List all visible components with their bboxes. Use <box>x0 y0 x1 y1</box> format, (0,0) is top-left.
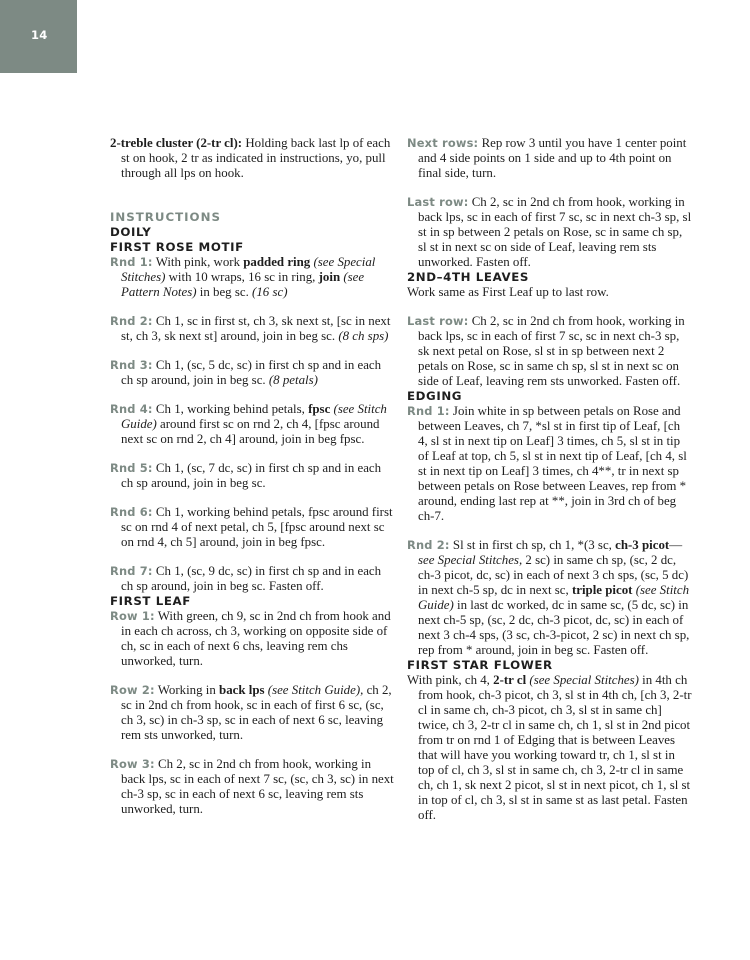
page-number: 14 <box>31 28 48 42</box>
page-number-tab <box>0 0 77 73</box>
edging-round-1: Rnd 1: Join white in sp between petals on Rose and between Leaves, ch 7, *sl st in first tip of Leaf, [ch 4, sl st in next tip on Leaf] 3 times, ch 5, sl st in tip of Leaf at top, ch 5, sl st in next tip of Leaf, [ch 4, sl st in next tip on Leaf] 3 times, ch 4**, tr in next sp between petals on Rose between Leaves, rep from * around, ending last rep at **, join in 3rd ch of beg ch-7. <box>407 404 687 523</box>
leaves-2-4-heading: 2ND–4TH LEAVES <box>407 270 529 284</box>
rose-round-4: Rnd 4: Ch 1, working behind petals, fpsc (see Stitch Guide) around first sc on rnd 2, ch 4, [fpsc around next sc on rnd 2, ch 4] around, join in beg fpsc. <box>110 402 387 446</box>
rose-round-5: Rnd 5: Ch 1, (sc, 7 dc, sc) in first ch sp and in each ch sp around, join in beg sc. <box>110 461 382 490</box>
rose-round-7: Rnd 7: Ch 1, (sc, 9 dc, sc) in first ch sp and in each ch sp around, join in beg sc. Fasten off. <box>110 564 382 593</box>
right-column <box>407 136 692 823</box>
round-label: Rnd 1: <box>110 255 153 269</box>
leaf-next-rows: Next rows: Rep row 3 until you have 1 center point and 4 side points on 1 side and up to 4th point on final side, turn. <box>407 136 687 180</box>
rose-round-6: Rnd 6: Ch 1, working behind petals, fpsc around first sc on rnd 4 of next petal, ch 5, [fpsc around next sc on rnd 4, ch 5] around, join in beg fpsc. <box>110 505 393 549</box>
first-rose-motif-heading: FIRST ROSE MOTIF <box>110 240 244 254</box>
leaf-row-2: Row 2: Working in back lps (see Stitch Guide), ch 2, sc in 2nd ch from hook, sc in each of first 6 sc, (sc, ch 3, sc) in ch-3 sp, sc in each of next 6 sc, leaving rem sts unworked, turn. <box>110 683 392 742</box>
definition-label: 2-treble cluster (2-tr cl): <box>110 136 243 150</box>
leaves-2-4-text: Work same as First Leaf up to last row. <box>407 285 609 299</box>
star-flower-instructions: With pink, ch 4, 2-tr cl (see Special Stitches) in 4th ch from hook, ch-3 picot, ch 3, sl st in 4th ch, [ch 3, 2-tr cl in same ch, ch-3 picot, ch 3, sl st in same ch] twice, ch 3, 2-tr cl in same ch, ch 1, sl st in 2nd picot from tr on rnd 1 of Edging that is between Leaves that will have you working toward tr, ch 1, sl st in top of cl, ch 3, sl st in same ch, ch 3, 2-tr cl in same ch, ch 1, sk next 2 picot, sl st in next picot, ch 1, sl st in top of cl, ch 3, sl st in same st as last petal. Fasten off. <box>407 673 692 822</box>
first-leaf-heading: FIRST LEAF <box>110 594 191 608</box>
rose-round-2: Rnd 2: Ch 1, sc in first st, ch 3, sk next st, [sc in next st, ch 3, sk next st] around, join in beg sc. (8 ch sps) <box>110 314 391 343</box>
leaf-row-1: Row 1: With green, ch 9, sc in 2nd ch from hook and in each ch across, ch 3, working on opposite side of ch, sc in each of next 6 chs, leaving rem chs unworked, turn. <box>110 609 391 668</box>
leaf-row-3: Row 3: Ch 2, sc in 2nd ch from hook, working in back lps, sc in each of next 7 sc, (sc, ch 3, sc) in next ch-3 sp, sc in each of next 6 sc, leaving rem sts unworked, turn. <box>110 757 394 816</box>
left-column <box>110 136 396 817</box>
rose-round-1: Rnd 1: With pink, work padded ring (see Special Stitches) with 10 wraps, 16 sc in ring, join (see Pattern Notes) in beg sc. (16 sc) <box>110 255 376 299</box>
first-star-flower-heading: FIRST STAR FLOWER <box>407 658 553 672</box>
rose-round-3: Rnd 3: Ch 1, (sc, 5 dc, sc) in first ch sp and in each ch sp around, join in beg sc. (8 petals) <box>110 358 382 387</box>
instructions-heading: INSTRUCTIONS <box>110 210 221 224</box>
leaf-last-row: Last row: Ch 2, sc in 2nd ch from hook, working in back lps, sc in each of first 7 sc, sc in next ch-3 sp, sl st in sp between 2 petals on Rose, sc in same ch sp, sl st in next sc on side of Leaf, leaving rem sts unworked. Fasten off. <box>407 195 692 269</box>
edging-round-2: Rnd 2: Sl st in first ch sp, ch 1, *(3 sc, ch-3 picot—see Special Stitches, 2 sc) in same ch sp, (sc, 2 dc, ch-3 picot, dc, sc) in each of next 3 ch sps, (sc, 5 dc) in next ch-5 sp, dc in next sc, triple picot (see Stitch Guide) in last dc worked, dc in same sc, (5 dc, sc) in next ch-5 sp, (sc, 2 dc, ch-3 picot, dc, sc) in each of next 3 ch-4 sps, (3 sc, ch-3-picot, 2 sc) in next ch sp, rep from * around, join in beg sc. Fasten off. <box>407 538 690 657</box>
leaves-2-4-last-row: Last row: Ch 2, sc in 2nd ch from hook, working in back lps, sc in each of first 7 sc, sc in next ch-3 sp, sk next petal on Rose, sl st in sp between next 2 petals on Rose, sc in same ch sp, sl st in next sc on side of Leaf, leaving rem sts unworked. Fasten off. <box>407 314 685 388</box>
doily-heading: DOILY <box>110 225 152 239</box>
special-stitch-definition: 2-treble cluster (2-tr cl): Holding back last lp of each st on hook, 2 tr as indicated in instructions, yo, pull through all lps on hook. <box>110 136 391 180</box>
edging-heading: EDGING <box>407 389 463 403</box>
